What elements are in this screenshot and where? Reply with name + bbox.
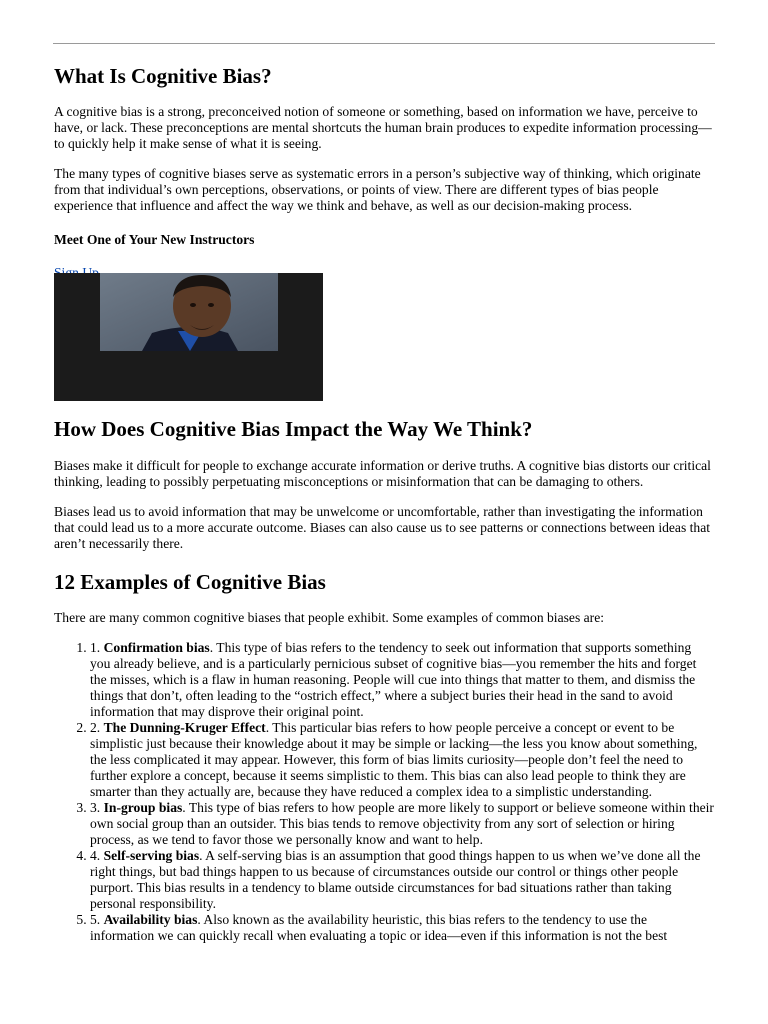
bias-term: In-group bias — [103, 800, 183, 815]
list-item: 2. 2. The Dunning-Kruger Effect. This particular bias refers to how people perceive a concept or event to be simplistic just because their knowledge about it may be simple or lacking—the less you know about something, the less complicated it may appear. However, this form of bias limits curiosity—people don’t feel the need to further explore a concept, because it seems simplistic to them. This bias can also lead people to think they are smarter than they actually are, because they have reduced a complex idea to a simplistic understanding. — [90, 720, 714, 800]
instructor-thumbnail — [100, 273, 278, 351]
top-divider — [53, 43, 715, 44]
bias-term: The Dunning-Kruger Effect — [103, 720, 266, 735]
paragraph-impact-1: Biases make it difficult for people to exchange accurate information or derive truths. A cognitive bias distorts our critical thinking, leading to possibly perpetuating misconceptions or misinformation that can be damaging to others. — [54, 458, 711, 489]
list-item: 1. 1. Confirmation bias. This type of bias refers to the tendency to seek out information that supports something you already believe, and is a particularly pernicious subset of cognitive bias—you remember the hits and forget the misses, which is a flaw in human reasoning. People will cue into things that matter to them, and dismiss the things that don’t, often leading to the “ostrich effect,” where a subject buries their head in the sand to avoid information that may disprove their original point. — [90, 640, 714, 720]
list-item: 5. 5. Availability bias. Also known as the availability heuristic, this bias refers to the tendency to use the information we can quickly recall when evaluating a topic or idea—even if this information is not the best — [90, 912, 714, 944]
heading-what-is-cognitive-bias: What Is Cognitive Bias? — [54, 64, 272, 88]
instructor-video[interactable] — [54, 273, 323, 401]
instructor-portrait-image — [100, 273, 278, 351]
heading-impact: How Does Cognitive Bias Impact the Way We Think? — [54, 417, 533, 441]
instructor-heading: Meet One of Your New Instructors — [54, 232, 255, 247]
list-item: 4. 4. Self-serving bias. A self-serving bias is an assumption that good things happen to us when we’ve done all the right things, but bad things happen to us because of circumstances outside our control or things other people purport. This bias results in a tendency to blame outside circumstances for bad situations rather than taking personal responsibility. — [90, 848, 714, 912]
paragraph-types: The many types of cognitive biases serve as systematic errors in a person’s subjective way of thinking, which originate from that individual’s own perceptions, observations, or points of view. There are different types of bias people experience that influence and affect the way we think and behave, as well as our decision-making process. — [54, 166, 701, 213]
article-body — [54, 60, 714, 944]
bias-term: Self-serving bias — [103, 848, 200, 863]
bias-term: Availability bias — [103, 912, 198, 927]
bias-term: Confirmation bias — [103, 640, 210, 655]
paragraph-examples-intro: There are many common cognitive biases that people exhibit. Some examples of common biases are: — [54, 610, 605, 625]
paragraph-impact-2: Biases lead us to avoid information that may be unwelcome or uncomfortable, rather than investigating the information that could lead us to a more accurate outcome. Biases can also cause us to see patterns or connections between ideas that aren’t necessarily there. — [54, 504, 711, 551]
heading-examples: 12 Examples of Cognitive Bias — [54, 570, 326, 594]
examples-list — [54, 640, 714, 944]
paragraph-definition: A cognitive bias is a strong, preconceived notion of someone or something, based on information we have, perceive to have, or lack. These preconceptions are mental shortcuts the human brain produces to expedite information processing—to quickly help it make sense of what it is seeing. — [54, 104, 712, 151]
list-item: 3. 3. In-group bias. This type of bias refers to how people are more likely to support or believe someone within their own social group than an outsider. This bias tends to remove objectivity from any sort of selection or hiring process, as we tend to favor those we personally know and want to help. — [90, 800, 714, 848]
